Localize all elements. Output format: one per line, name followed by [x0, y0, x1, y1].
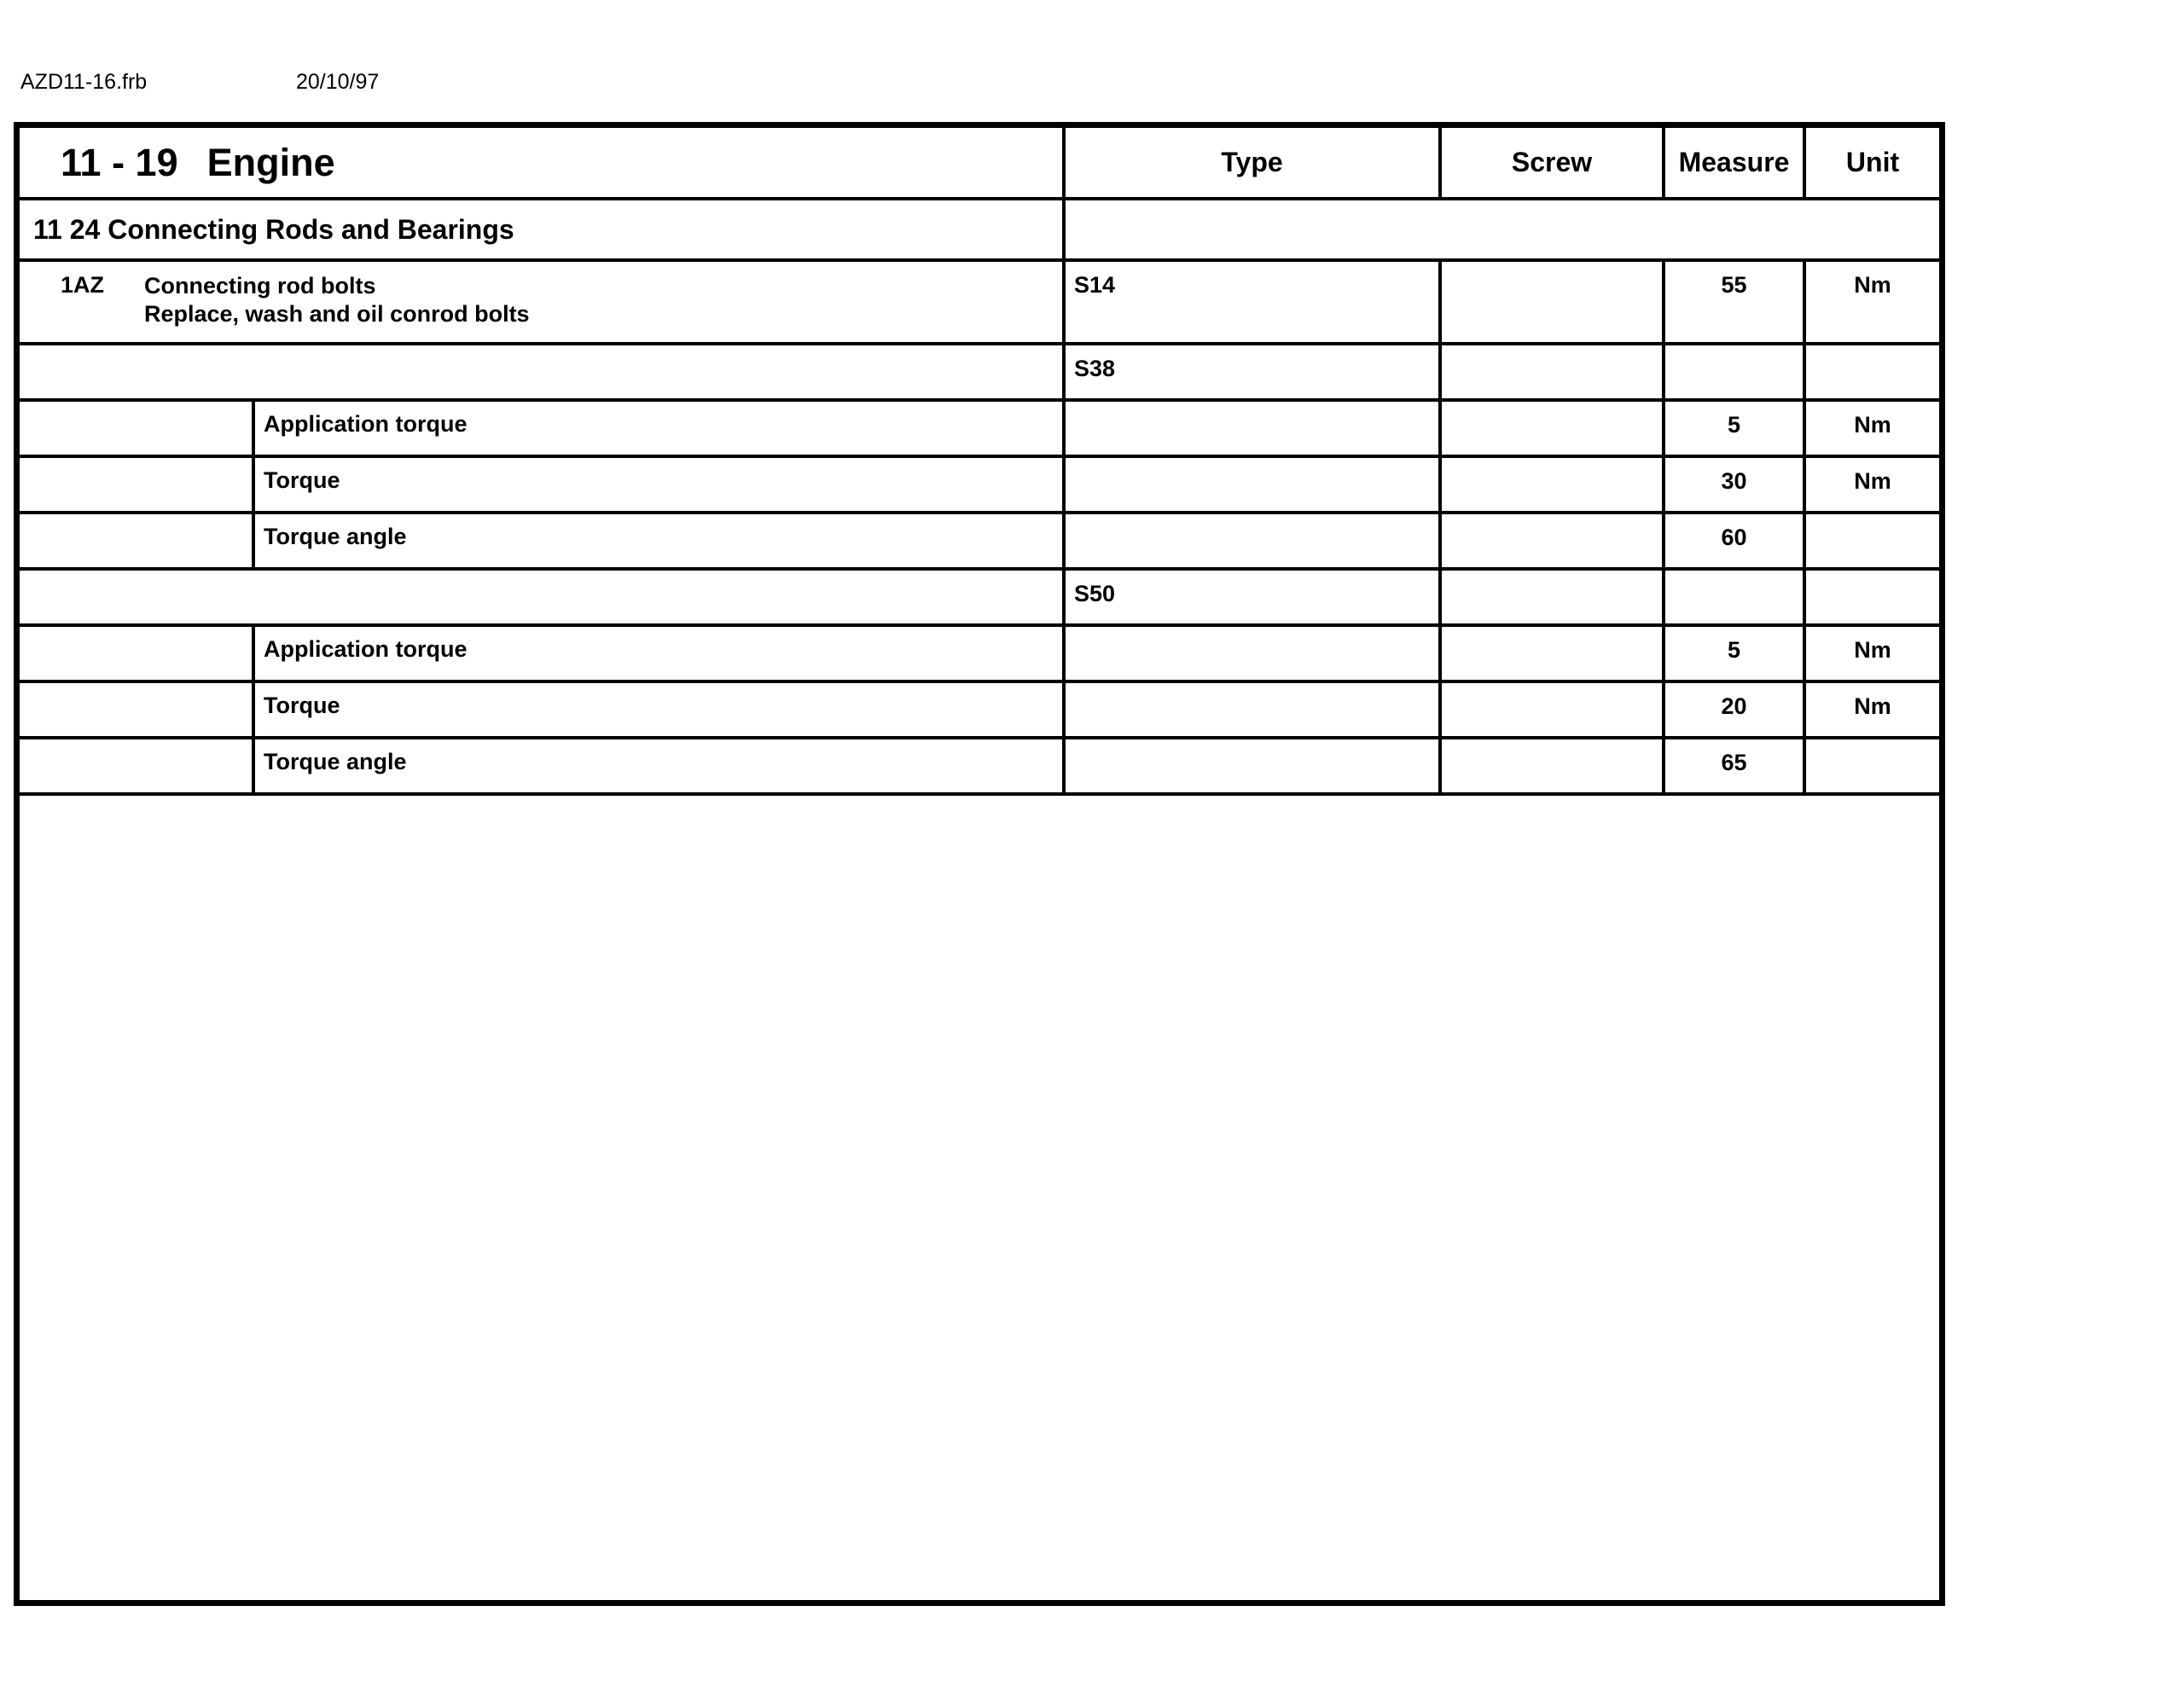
column-header-unit: Unit	[1804, 128, 1939, 199]
variant-row	[20, 569, 1939, 625]
step-row	[20, 513, 1939, 569]
step-row	[20, 400, 1939, 456]
step-unit: Nm	[1804, 456, 1939, 513]
step-label: Torque angle	[253, 738, 1064, 794]
step-unit	[1804, 513, 1939, 569]
step-measure: 30	[1664, 456, 1804, 513]
column-header-measure: Measure	[1664, 128, 1804, 199]
step-row	[20, 738, 1939, 794]
step-row	[20, 456, 1939, 513]
file-name: AZD11-16.frb	[20, 70, 148, 94]
item-type: S14	[1064, 260, 1440, 344]
spec-sheet-frame	[14, 122, 1945, 1606]
step-unit: Nm	[1804, 625, 1939, 681]
step-measure: 5	[1664, 400, 1804, 456]
step-unit	[1804, 738, 1939, 794]
item-screw	[1440, 260, 1664, 344]
step-label: Torque	[253, 681, 1064, 738]
step-unit: Nm	[1804, 681, 1939, 738]
step-measure: 65	[1664, 738, 1804, 794]
section-row	[20, 199, 1939, 260]
item-code: 1AZ	[61, 272, 105, 298]
step-row	[20, 625, 1939, 681]
column-header-type: Type	[1064, 128, 1440, 199]
item-name: Connecting rod bolts	[144, 273, 376, 299]
variant-blank	[20, 569, 1064, 625]
torque-spec-table	[20, 128, 1939, 796]
table-row	[20, 260, 1939, 344]
variant-row	[20, 344, 1939, 400]
item-measure: 55	[1664, 260, 1804, 344]
step-label: Torque	[253, 456, 1064, 513]
document-date: 20/10/97	[296, 70, 380, 94]
variant-type: S50	[1064, 569, 1440, 625]
section-title: 11 24 Connecting Rods and Bearings	[20, 199, 1064, 260]
step-label: Application torque	[253, 625, 1064, 681]
group-number: 11 - 19	[61, 140, 178, 184]
step-label: Torque angle	[253, 513, 1064, 569]
step-measure: 5	[1664, 625, 1804, 681]
step-label: Application torque	[253, 400, 1064, 456]
group-title	[20, 128, 1064, 199]
column-header-screw: Screw	[1440, 128, 1664, 199]
step-measure: 60	[1664, 513, 1804, 569]
step-measure: 20	[1664, 681, 1804, 738]
section-blank	[1064, 199, 1939, 260]
variant-type: S38	[1064, 344, 1440, 400]
item-unit: Nm	[1804, 260, 1939, 344]
group-name: Engine	[206, 140, 335, 184]
table-header-row	[20, 128, 1939, 199]
step-row	[20, 681, 1939, 738]
item-note: Replace, wash and oil conrod bolts	[144, 301, 530, 327]
item-description	[20, 260, 1064, 344]
variant-blank	[20, 344, 1064, 400]
step-unit: Nm	[1804, 400, 1939, 456]
